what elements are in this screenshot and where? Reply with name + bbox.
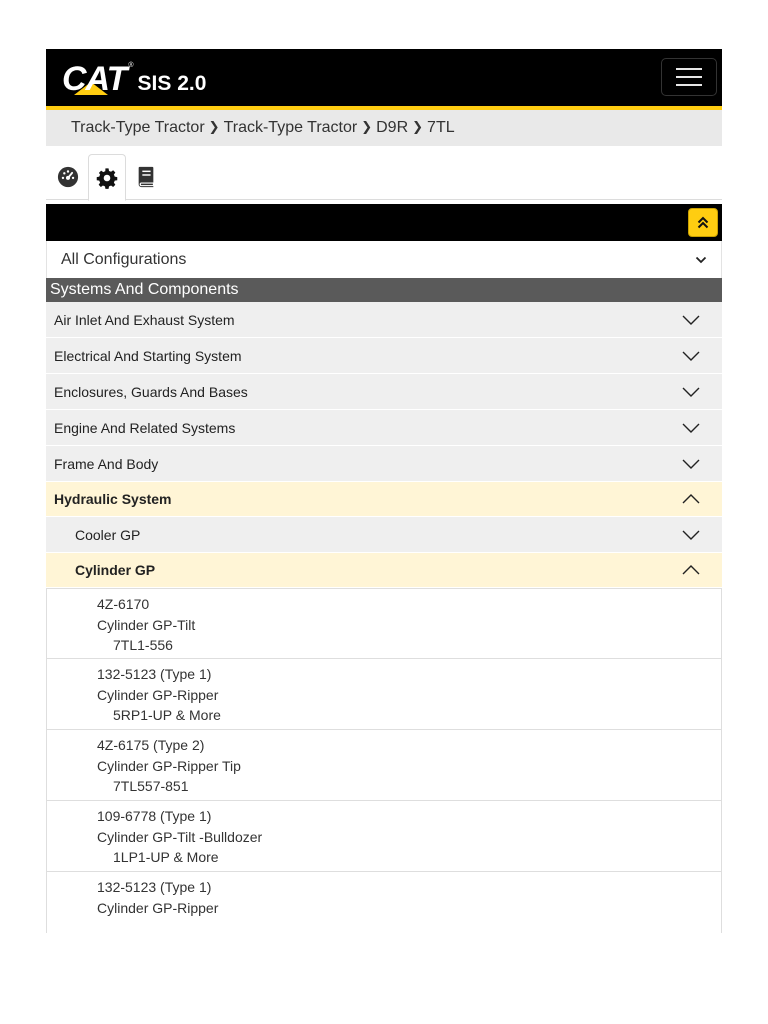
part-name: Cylinder GP-Tilt bbox=[97, 616, 196, 633]
configuration-select[interactable] bbox=[46, 241, 722, 278]
tab-documents[interactable] bbox=[127, 154, 165, 200]
system-row[interactable] bbox=[46, 446, 722, 482]
part-list-item[interactable] bbox=[46, 730, 722, 801]
part-serial-range: 7TL1-556 bbox=[113, 637, 173, 653]
breadcrumb-item-serial-prefix[interactable]: 7TL bbox=[427, 119, 455, 136]
group-row-cylinder[interactable] bbox=[46, 553, 722, 588]
part-serial-range: 1LP1-UP & More bbox=[113, 849, 219, 865]
hamburger-icon-bar bbox=[676, 76, 702, 78]
hamburger-icon-bar bbox=[676, 68, 702, 70]
hamburger-icon-bar bbox=[676, 84, 702, 86]
panel-toolbar bbox=[46, 204, 722, 241]
system-row-label: Electrical And Starting System bbox=[54, 347, 242, 364]
part-number: 109-6778 (Type 1) bbox=[97, 808, 212, 824]
part-number: 4Z-6170 bbox=[97, 596, 150, 612]
part-name: Cylinder GP-Ripper bbox=[97, 686, 219, 703]
brand-text: CAT bbox=[62, 60, 127, 98]
system-row-label: Engine And Related Systems bbox=[54, 419, 236, 436]
app-name: SIS 2.0 bbox=[137, 72, 207, 95]
part-number: 132-5123 (Type 1) bbox=[97, 879, 212, 895]
part-list-item[interactable] bbox=[46, 801, 722, 872]
book-icon bbox=[136, 166, 156, 188]
chevron-up-icon bbox=[682, 494, 700, 504]
view-tabs bbox=[46, 154, 722, 200]
chevron-down-icon bbox=[682, 387, 700, 397]
registered-mark: ® bbox=[128, 62, 134, 69]
part-list-item[interactable] bbox=[46, 872, 722, 933]
chevron-right-icon: ❯ bbox=[412, 119, 424, 134]
chevron-right-icon: ❯ bbox=[361, 119, 373, 134]
chevron-up-icon bbox=[682, 565, 700, 575]
chevron-down-icon bbox=[682, 351, 700, 361]
part-serial-range: 7TL557-851 bbox=[113, 778, 189, 794]
chevron-right-icon: ❯ bbox=[208, 119, 220, 134]
part-list-item[interactable] bbox=[46, 588, 722, 659]
chevron-down-icon bbox=[682, 423, 700, 433]
top-navbar bbox=[46, 49, 722, 110]
double-chevron-up-icon bbox=[697, 216, 709, 229]
part-name: Cylinder GP-Tilt -Bulldozer bbox=[97, 828, 263, 845]
part-number: 4Z-6175 (Type 2) bbox=[97, 737, 205, 753]
system-row[interactable] bbox=[46, 374, 722, 410]
gear-icon bbox=[96, 167, 118, 189]
brand-wordmark bbox=[62, 62, 126, 96]
group-row-label: Cylinder GP bbox=[75, 562, 156, 578]
cat-logo[interactable] bbox=[62, 60, 206, 96]
app-frame bbox=[46, 49, 722, 933]
system-row[interactable] bbox=[46, 302, 722, 338]
system-row[interactable] bbox=[46, 410, 722, 446]
part-name: Cylinder GP-Ripper bbox=[97, 899, 219, 916]
dashboard-icon bbox=[57, 166, 79, 188]
system-row-label: Hydraulic System bbox=[54, 491, 172, 507]
chevron-down-icon bbox=[682, 315, 700, 325]
tab-dashboard[interactable] bbox=[49, 154, 87, 200]
breadcrumb-item-family[interactable]: Track-Type Tractor bbox=[71, 119, 205, 136]
system-row[interactable] bbox=[46, 338, 722, 374]
part-list-item[interactable] bbox=[46, 659, 722, 730]
hamburger-menu-button[interactable] bbox=[661, 58, 717, 96]
part-serial-range: 5RP1-UP & More bbox=[113, 707, 221, 723]
breadcrumb bbox=[46, 110, 722, 146]
chevron-down-icon bbox=[682, 530, 700, 540]
system-row-label: Enclosures, Guards And Bases bbox=[54, 383, 248, 400]
collapse-all-button[interactable] bbox=[688, 208, 718, 237]
section-title: Systems And Components bbox=[46, 278, 722, 302]
group-row[interactable] bbox=[46, 517, 722, 553]
group-row-label: Cooler GP bbox=[75, 526, 141, 543]
part-name: Cylinder GP-Ripper Tip bbox=[97, 757, 241, 774]
system-row-label: Frame And Body bbox=[54, 455, 159, 472]
part-number: 132-5123 (Type 1) bbox=[97, 666, 212, 682]
tab-systems[interactable] bbox=[88, 154, 126, 201]
chevron-down-icon bbox=[682, 459, 700, 469]
configuration-value: All Configurations bbox=[61, 250, 187, 268]
breadcrumb-item-model-family[interactable]: Track-Type Tractor bbox=[223, 119, 358, 136]
system-row-hydraulic[interactable] bbox=[46, 482, 722, 517]
system-row-label: Air Inlet And Exhaust System bbox=[54, 311, 235, 328]
chevron-down-icon bbox=[695, 256, 707, 264]
breadcrumb-item-model[interactable]: D9R bbox=[376, 119, 409, 136]
